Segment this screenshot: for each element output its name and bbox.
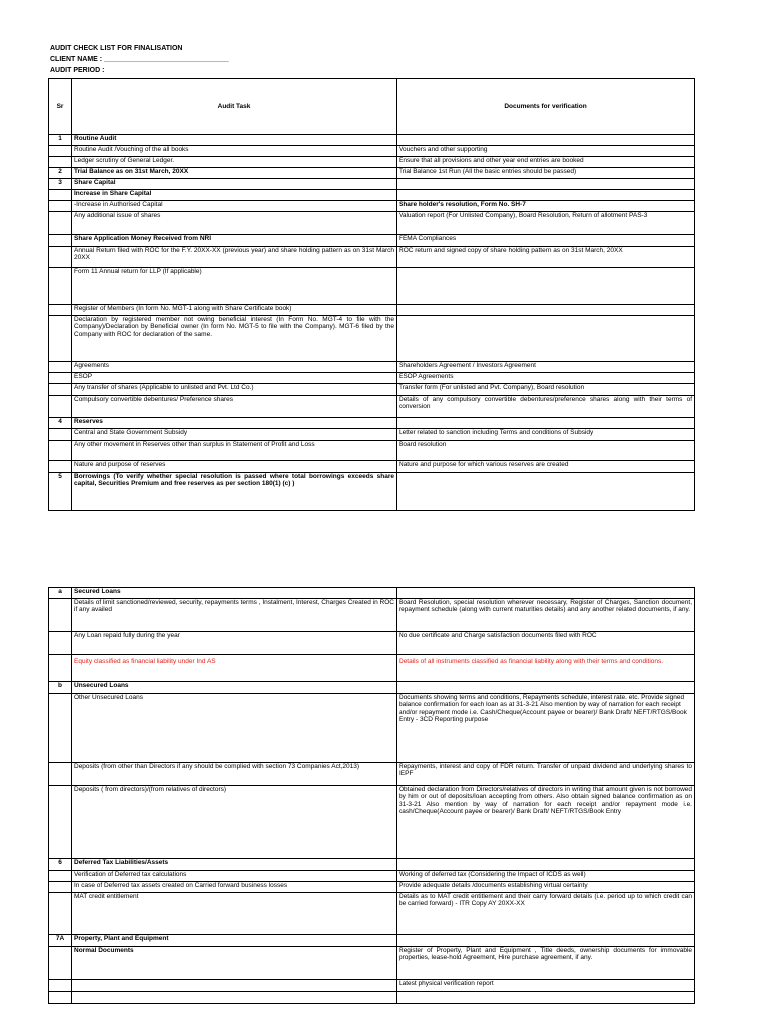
row-docs: Working of deferred tax (Considering the Impact of ICDS as well) <box>397 871 695 882</box>
row-task: Register of Members (In form No. MGT-1 along with Share Certificate book) <box>72 305 397 316</box>
table-row <box>49 632 695 655</box>
table-row <box>49 992 695 1004</box>
row-sr: 3 <box>49 179 72 190</box>
row-docs: Obtained declaration from Directors/relatives of directors in writing that amount given is not borrowed by him or out of deposits/loan accepting from others. Also obtain signed balance confirmation as on 31-3-21 Also mention by way of narration for each receipt and/or repayment mode i.e. cash/Cheque(Account payee or bearer)/ Bank Draft/ NEFT/RTGS/Book Entry <box>397 786 695 859</box>
table-row <box>49 441 695 461</box>
table-row <box>49 763 695 786</box>
row-sr <box>49 893 72 935</box>
row-sr <box>49 786 72 859</box>
row-task: Increase in Share Capital <box>72 190 397 201</box>
table-row <box>49 599 695 632</box>
checklist-table-part2 <box>48 587 695 1004</box>
table-row <box>49 247 695 268</box>
row-task: Routine Audit <box>72 135 397 146</box>
row-task: Reserves <box>72 418 397 429</box>
table-row <box>49 168 695 179</box>
table-row <box>49 190 695 201</box>
row-docs <box>397 268 695 305</box>
row-sr <box>49 882 72 893</box>
row-task: Annual Return filed with ROC for the F.Y. 20XX-XX (previous year) and share holding pattern as on 31st March 20XX <box>72 247 397 268</box>
row-task: Share Application Money Received from NRI <box>72 235 397 247</box>
row-docs <box>397 418 695 429</box>
row-task: Nature and purpose of reserves <box>72 461 397 473</box>
row-sr: 1 <box>49 135 72 146</box>
row-sr <box>49 373 72 384</box>
row-docs: Valuation report (For Unlisted Company), Board Resolution, Return of allotment PAS-3 <box>397 212 695 235</box>
row-docs <box>397 992 695 1004</box>
row-task: Ledger scrutiny of General Ledger. <box>72 157 397 168</box>
table-row <box>49 882 695 893</box>
table-row <box>49 305 695 316</box>
row-task: Property, Plant and Equipment <box>72 935 397 947</box>
row-sr <box>49 429 72 441</box>
table-row <box>49 859 695 871</box>
row-sr <box>49 763 72 786</box>
row-docs: Shareholders Agreement / Investors Agreement <box>397 362 695 373</box>
col-header-audit-task: Audit Task <box>72 79 397 135</box>
table-row <box>49 157 695 168</box>
row-docs: Details of all instruments classified as financial liability along with their terms and conditions. <box>397 655 695 682</box>
row-task <box>72 992 397 1004</box>
row-docs: Nature and purpose for which various reserves are created <box>397 461 695 473</box>
table-row <box>49 179 695 190</box>
row-sr <box>49 871 72 882</box>
row-task: Borrowings (To verify whether special resolution is passed where total borrowings exceeds share capital, Securities Premium and free reserves as per section 180(1) (c) ) <box>72 473 397 511</box>
row-sr <box>49 461 72 473</box>
table-row <box>49 655 695 682</box>
table-row <box>49 786 695 859</box>
table-row <box>49 429 695 441</box>
row-sr: 7A <box>49 935 72 947</box>
col-header-documents: Documents for verification <box>397 79 695 135</box>
row-sr <box>49 146 72 157</box>
audit-period-line: AUDIT PERIOD : <box>50 67 105 74</box>
row-task: Share Capital <box>72 179 397 190</box>
row-task: ESOP <box>72 373 397 384</box>
row-sr <box>49 384 72 396</box>
row-docs <box>397 316 695 362</box>
row-docs: Letter related to sanction including Terms and conditions of Subsidy <box>397 429 695 441</box>
row-task: Unsecured Loans <box>72 682 397 694</box>
row-task: Other Unsecured Loans <box>72 694 397 763</box>
row-docs: Details of any compulsory convertible debentures/preference shares along with their terms of conversion <box>397 396 695 418</box>
row-sr: 2 <box>49 168 72 179</box>
table-row <box>49 316 695 362</box>
row-sr <box>49 362 72 373</box>
row-task: Deferred Tax Liabilities/Assets <box>72 859 397 871</box>
table-row <box>49 201 695 212</box>
row-task: Any additional issue of shares <box>72 212 397 235</box>
row-sr <box>49 694 72 763</box>
checklist-title: AUDIT CHECK LIST FOR FINALISATION <box>50 45 183 52</box>
row-task: -Increase in Authorised Capital <box>72 201 397 212</box>
row-sr <box>49 441 72 461</box>
table-row <box>49 418 695 429</box>
row-task: Central and State Government Subsidy <box>72 429 397 441</box>
table-row <box>49 947 695 980</box>
table-row <box>49 682 695 694</box>
table-row <box>49 135 695 146</box>
row-sr <box>49 599 72 632</box>
row-docs <box>397 588 695 599</box>
row-docs: Vouchers and other supporting <box>397 146 695 157</box>
row-docs: Provide adequate details /documents establishing virtual certainty <box>397 882 695 893</box>
row-task: Any other movement in Reserves other than surplus in Statement of Profit and Loss <box>72 441 397 461</box>
col-header-sr: Sr <box>49 79 72 135</box>
table-row <box>49 694 695 763</box>
row-sr: b <box>49 682 72 694</box>
table-row <box>49 362 695 373</box>
row-docs: Latest physical verification report <box>397 980 695 992</box>
row-task: Verification of Deferred tax calculations <box>72 871 397 882</box>
checklist-table-part1 <box>48 78 695 511</box>
row-sr <box>49 655 72 682</box>
client-name-line: CLIENT NAME : ________________________________ <box>50 56 229 63</box>
table-header-row <box>49 79 695 135</box>
row-docs: Documents showing terms and conditions, Repayments schedule, interest rate. etc. Provide signed balance confirmation for each loan as at 31-3-21 Also mention by way of narration for each receipt and/or repayment mode i.e. Cash/Cheque(Account payee or bearer)/ Bank Draft/ NEFT/RTGS/Book Entry - 3CD Reporting purpose <box>397 694 695 763</box>
row-task: Normal Documents <box>72 947 397 980</box>
row-docs: Details as to MAT credit entitlement and their carry forward details (i.e. period up to which credit can be carried forward) - ITR Copy AY 20XX-XX <box>397 893 695 935</box>
row-task: Declaration by registered member not owing beneficial interest (In Form No. MGT-4 to file with the Company)/Declaration by Beneficial owner (In form No. MGT-5 to file with the Company). MGT-6 filed by the Company with ROC for declaration of the same. <box>72 316 397 362</box>
table-row <box>49 268 695 305</box>
row-task: MAT credit entitlement <box>72 893 397 935</box>
table-row <box>49 146 695 157</box>
row-docs <box>397 859 695 871</box>
row-sr: a <box>49 588 72 599</box>
table-row <box>49 893 695 935</box>
row-docs <box>397 682 695 694</box>
row-docs: Board Resolution, special resolution wherever necessary, Register of Charges, Sanction document, repayment schedule (along with current maturities details) and any another related documents, if any. <box>397 599 695 632</box>
table-row <box>49 235 695 247</box>
row-sr: 5 <box>49 473 72 511</box>
row-task: Agreements <box>72 362 397 373</box>
row-docs <box>397 179 695 190</box>
row-task: Equity classified as financial liability under Ind AS <box>72 655 397 682</box>
row-task <box>72 980 397 992</box>
row-task: Secured Loans <box>72 588 397 599</box>
row-sr <box>49 980 72 992</box>
row-docs: Board resolution <box>397 441 695 461</box>
row-sr <box>49 947 72 980</box>
row-docs: Repayments, interest and copy of FDR return. Transfer of unpaid dividend and underlying shares to IEPF <box>397 763 695 786</box>
row-docs: Share holder's resolution, Form No. SH-7 <box>397 201 695 212</box>
table-row <box>49 980 695 992</box>
row-docs: Register of Property, Plant and Equipment , Title deeds, ownership documents for immovable properties, lease-hold Agreement, Hire purchase agreement, if any. <box>397 947 695 980</box>
row-task: Deposits ( from directors)/(from relatives of directors) <box>72 786 397 859</box>
table-row <box>49 473 695 511</box>
table-row <box>49 871 695 882</box>
row-task: Deposits (from other than Directors if any should be complied with section 73 Companies Act,2013) <box>72 763 397 786</box>
row-sr <box>49 396 72 418</box>
row-task: In case of Deferred tax assets created on Carried forward business losses <box>72 882 397 893</box>
row-sr <box>49 212 72 235</box>
row-docs: ESOP Agreements <box>397 373 695 384</box>
table-row <box>49 396 695 418</box>
row-docs <box>397 135 695 146</box>
row-sr: 4 <box>49 418 72 429</box>
row-sr <box>49 316 72 362</box>
row-task: Trial Balance as on 31st March, 20XX <box>72 168 397 179</box>
row-docs <box>397 935 695 947</box>
row-sr <box>49 190 72 201</box>
row-docs <box>397 473 695 511</box>
row-docs: FEMA Compliances <box>397 235 695 247</box>
row-sr <box>49 201 72 212</box>
row-sr <box>49 235 72 247</box>
row-task: Form 11 Annual return for LLP (If applicable) <box>72 268 397 305</box>
row-sr: 6 <box>49 859 72 871</box>
row-task: Any Loan repaid fully during the year <box>72 632 397 655</box>
row-task: Any transfer of shares (Applicable to unlisted and Pvt. Ltd Co.) <box>72 384 397 396</box>
row-task: Details of limit sanctioned/reviewed, security, repayments terms , Instalment, Interest, Charges Created in ROC if any availed <box>72 599 397 632</box>
row-sr <box>49 992 72 1004</box>
row-docs: ROC return and signed copy of share holding pattern as on 31st March, 20XX <box>397 247 695 268</box>
table-row <box>49 384 695 396</box>
row-docs <box>397 190 695 201</box>
table-row <box>49 461 695 473</box>
row-docs: Transfer form (For unlisted and Pvt. Company), Board resolution <box>397 384 695 396</box>
row-docs: No due certificate and Charge satisfaction documents filed with ROC <box>397 632 695 655</box>
row-docs: Trial Balance 1st Run (All the basic entries should be passed) <box>397 168 695 179</box>
row-sr <box>49 268 72 305</box>
row-sr <box>49 632 72 655</box>
table-row <box>49 212 695 235</box>
row-task: Routine Audit /Vouching of the all books <box>72 146 397 157</box>
table-row <box>49 373 695 384</box>
row-task: Compulsory convertible debentures/ Preference shares <box>72 396 397 418</box>
table-row <box>49 588 695 599</box>
row-sr <box>49 157 72 168</box>
row-docs: Ensure that all provisions and other year end entries are booked <box>397 157 695 168</box>
table-row <box>49 935 695 947</box>
row-docs <box>397 305 695 316</box>
row-sr <box>49 305 72 316</box>
row-sr <box>49 247 72 268</box>
